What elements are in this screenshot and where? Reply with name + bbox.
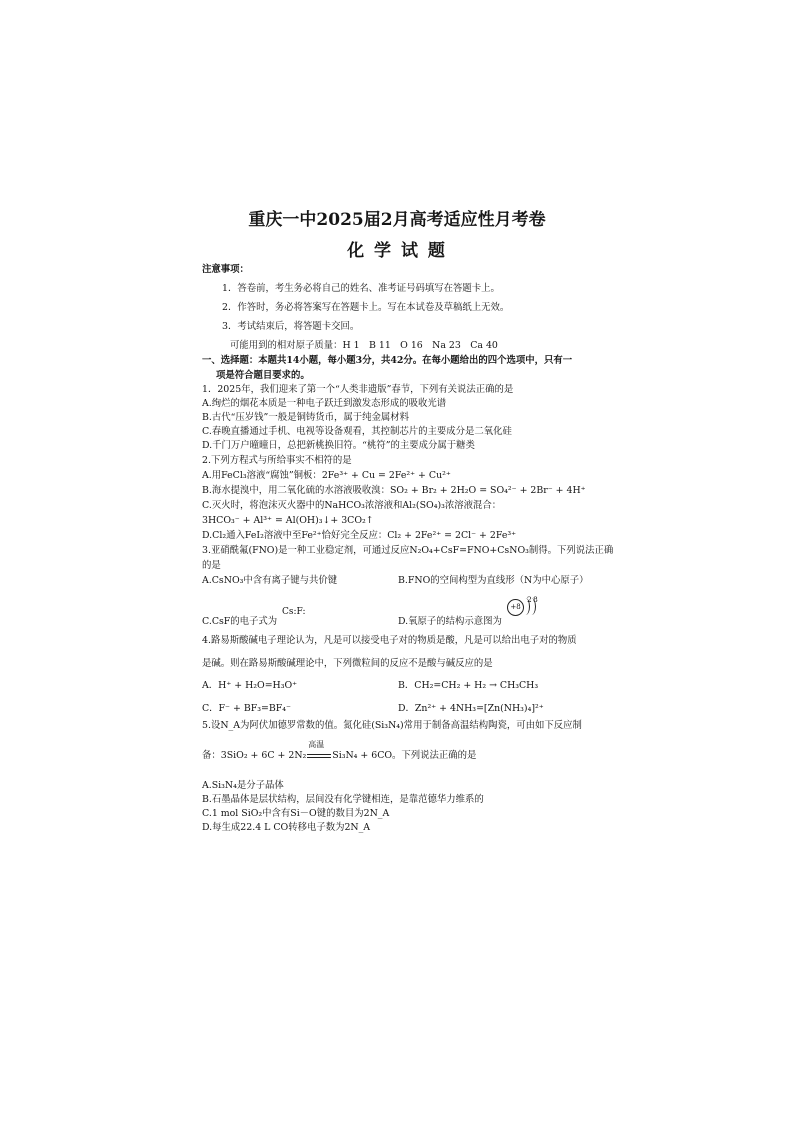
q5-option-a: A.Si₃N₄是分子晶体	[202, 780, 284, 791]
q2-stem: 2.下列方程式与所给事实不相符的是	[202, 455, 352, 466]
notice-item-3: 3．考试结束后，将答题卡交回。	[222, 321, 360, 332]
q2-option-b-text: B.海水提溴中，用二氧化硫的水溶液吸收溴：	[202, 485, 390, 496]
subject-title: 化 学 试 题	[347, 241, 447, 261]
shell-2-count: 8	[533, 595, 538, 604]
q2-option-b-equation: SO₂ + Br₂ + 2H₂O = SO₄²⁻ + 2Br⁻ + 4H⁺	[390, 485, 586, 496]
q2-option-d	[202, 530, 516, 542]
notice-item-2: 2．作答时，务必将答案写在答题卡上。写在本试卷及草稿纸上无效。	[222, 302, 510, 313]
reaction-condition	[306, 740, 332, 762]
q5-option-d: D.每生成22.4 L CO转移电子数为2N_A	[202, 822, 371, 833]
q5-stem-cont	[202, 740, 477, 762]
q5-equation-left: 备：3SiO₂ + 6C + 2N₂	[202, 750, 307, 761]
q3-option-c: C.CsF的电子式为	[202, 616, 278, 627]
section-1-heading: 一、选择题：本题共14小题，每小题3分，共42分。在每小题给出的四个选项中，只有一	[202, 355, 573, 366]
q2-option-a-equation: 2Fe³⁺ + Cu = 2Fe²⁺ + Cu²⁺	[321, 470, 451, 481]
q3-option-b: B.FNO的空间构型为直线形（N为中心原子）	[398, 575, 589, 586]
notice-item-1: 1．答卷前，考生务必将自己的姓名、准考证号码填写在答题卡上。	[222, 283, 500, 294]
oxygen-structure-diagram	[507, 595, 539, 619]
q5-option-c: C.1 mol SiO₂中含有Si－O键的数目为2N_A	[202, 808, 390, 819]
q4-stem: 4.路易斯酸碱电子理论认为，凡是可以接受电子对的物质是酸，凡是可以给出电子对的物质	[202, 635, 577, 646]
q1-option-a: A.绚烂的烟花本质是一种电子跃迁到激发态形成的吸收光谱	[202, 398, 447, 409]
q3-option-a: A.CsNO₃中含有离子键与共价键	[202, 575, 338, 586]
q2-option-d-equation: Cl₂ + 2Fe²⁺ = 2Cl⁻ + 2Fe³⁺	[387, 530, 517, 541]
q5-equation-right: Si₃N₄ + 6CO。下列说法正确的是	[332, 750, 477, 761]
q1-stem: 1．2025年，我们迎来了第一个“人类非遗版”春节，下列有关说法正确的是	[202, 384, 514, 395]
q1-option-d: D.千门万户曈曈日，总把新桃换旧符。“桃符”的主要成分属于糖类	[202, 440, 475, 451]
q5-option-b: B.石墨晶体是层状结构，层间没有化学键相连，是靠范德华力维系的	[202, 794, 484, 805]
section-1-heading-cont: 项是符合题目要求的。	[216, 370, 310, 381]
nucleus-charge: +8	[507, 599, 524, 616]
q2-option-b	[202, 485, 586, 497]
q3-stem: 3.亚硝酰氟(FNO)是一种工业稳定剂，可通过反应N₂O₄+CsF=FNO+CsNO₃制得。下列说法正确	[202, 545, 614, 556]
q4-stem-cont: 是碱。则在路易斯酸碱理论中，下列微粒间的反应不是酸与碱反应的是	[202, 658, 493, 669]
q2-option-a	[202, 470, 451, 482]
q2-option-c: C.灭火时，将泡沫灭火器中的NaHCO₃浓溶液和Al₂(SO₄)₃浓溶液混合：	[202, 500, 502, 511]
q4-option-d: D．Zn²⁺ + 4NH₃=[Zn(NH₃)₄]²⁺	[398, 703, 544, 714]
q4-option-c: C．F⁻ + BF₃=BF₄⁻	[202, 703, 291, 714]
atomic-masses: 可能用到的相对原子质量：H 1 B 11 O 16 Na 23 Ca 40	[230, 340, 498, 351]
q2-option-d-text: D.Cl₂通入FeI₂溶液中至Fe²⁺恰好完全反应：	[202, 530, 388, 541]
shell-1-count: 2	[527, 595, 532, 604]
q3-stem-cont: 的是	[202, 560, 221, 571]
notice-heading: 注意事项：	[202, 264, 249, 275]
exam-title: 重庆一中2025届2月高考适应性月考卷	[248, 210, 546, 230]
q2-option-a-text: A.用FeCl₃溶液“腐蚀”铜板：	[202, 470, 322, 481]
q4-option-a: A．H⁺ + H₂O=H₃O⁺	[202, 680, 298, 691]
q1-option-b: B.古代“压岁钱”一般是铜铸货币，属于纯金属材料	[202, 412, 409, 423]
q4-option-b: B．CH₂=CH₂ + H₂ → CH₃CH₃	[398, 680, 539, 691]
csf-electron-formula: Cs:F:	[282, 607, 306, 617]
q2-option-c-equation: 3HCO₃⁻ + Al³⁺ = Al(OH)₃↓+ 3CO₂↑	[202, 515, 374, 526]
q1-option-c: C.春晚直播通过手机、电视等设备观看，其控制芯片的主要成分是二氧化硅	[202, 426, 512, 437]
condition-label: 高温	[308, 740, 325, 749]
equals-line-bottom	[307, 757, 331, 758]
equals-line-top	[307, 754, 331, 755]
q3-option-d: D.氧原子的结构示意图为	[398, 616, 502, 627]
q5-stem: 5.设N_A为阿伏加德罗常数的值。氮化硅(Si₃N₄)常用于制备高温结构陶瓷，可由如下反应制	[202, 720, 582, 731]
